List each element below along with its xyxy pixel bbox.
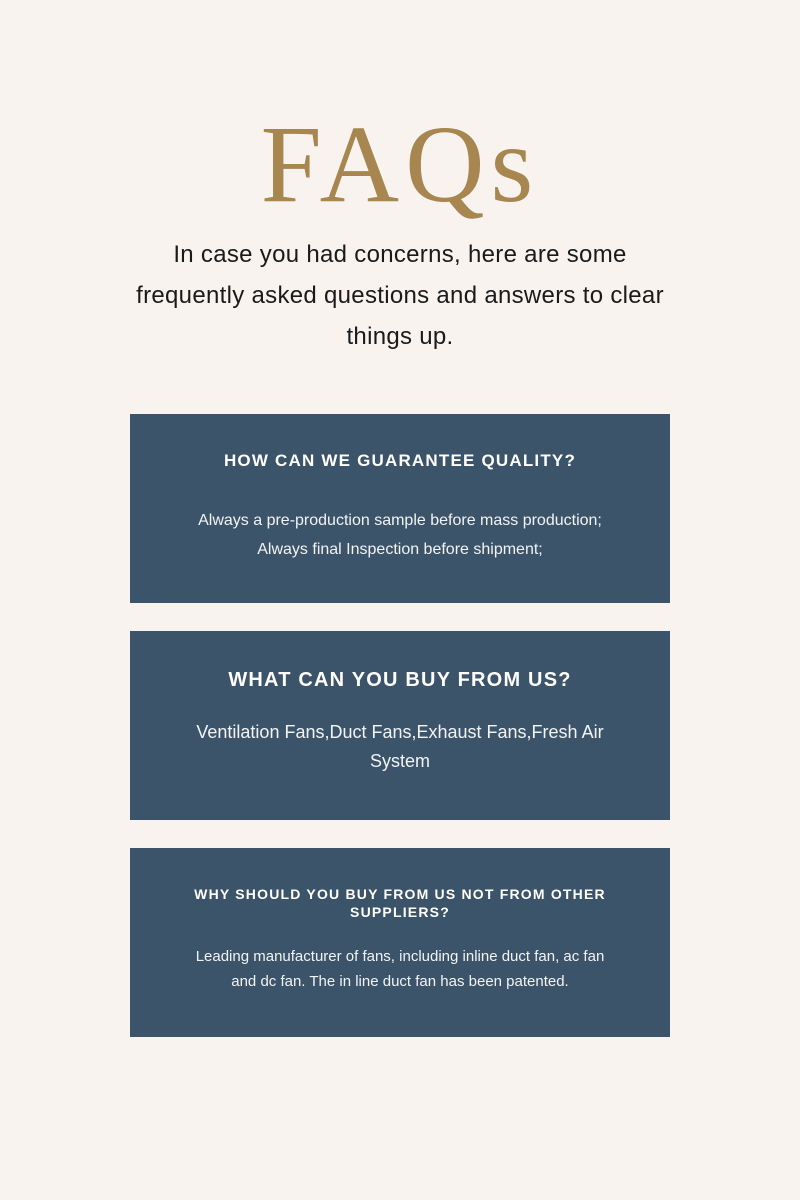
page-title: FAQs [260, 103, 540, 225]
faq-answer-line: and dc fan. The in line duct fan has been patented. [231, 973, 569, 990]
faq-card-products [130, 631, 670, 820]
faq-answer-line: Always final Inspection before shipment; [257, 541, 543, 558]
faq-answer [150, 718, 650, 776]
faq-answer [150, 944, 650, 994]
faq-card-quality [130, 414, 670, 603]
faq-answer-line: Ventilation Fans,Duct Fans,Exhaust Fans,Fresh Air [196, 722, 604, 742]
intro-text: In case you had concerns, here are some frequently asked questions and answers to clear things up. [136, 241, 664, 350]
faq-answer-line: Leading manufacturer of fans, including inline duct fan, ac fan [195, 948, 605, 965]
faq-question: WHY SHOULD YOU BUY FROM US NOT FROM OTHER SUPPLIERS? [194, 886, 606, 920]
faq-question: HOW CAN WE GUARANTEE QUALITY? [223, 451, 577, 470]
faq-card-why-us [130, 848, 670, 1037]
faq-answer [150, 506, 650, 564]
faq-answer-line: System [369, 751, 430, 771]
faq-answer-line: Always a pre-production sample before mass production; [198, 512, 602, 529]
faq-question: WHAT CAN YOU BUY FROM US? [228, 669, 572, 691]
